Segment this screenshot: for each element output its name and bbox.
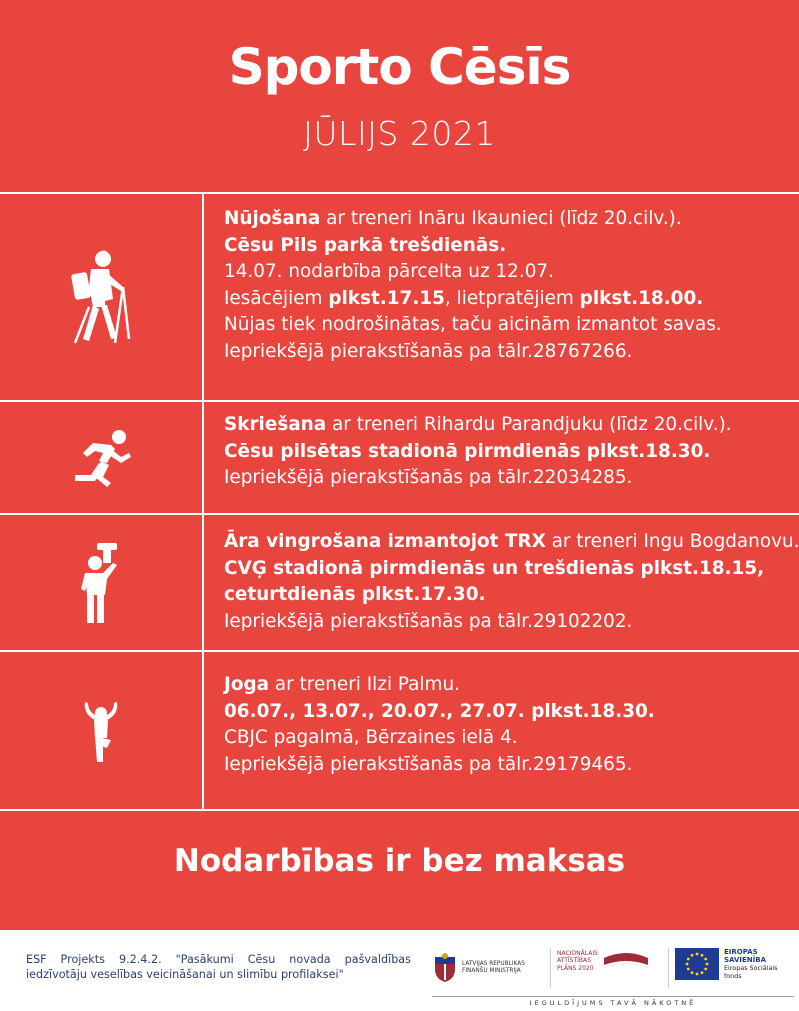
activity-line: [224, 412, 794, 439]
divider: [432, 996, 794, 997]
activity-trainer: ar treneri Rihardu Parandjuku (līdz 20.cilv.).: [326, 414, 732, 435]
activity-registration: Iepriekšējā pierakstīšanās pa tālr.29179465.: [224, 753, 633, 775]
activity-line: [224, 672, 794, 699]
activity-location: Cēsu pilsētas stadionā pirmdienās plkst.18.30.: [224, 440, 711, 462]
activity-location: CBJC pagalmā, Bērzaines ielā 4.: [224, 727, 518, 748]
ministry-logo: [432, 948, 542, 988]
time-experts: plkst.18.00.: [579, 287, 704, 309]
activity-schedule: ceturtdienās plkst.17.30.: [224, 584, 486, 605]
activity-registration: Iepriekšējā pierakstīšanās pa tālr.22034285.: [224, 467, 633, 488]
activity-line: [224, 529, 799, 556]
eu-flag-icon: [675, 948, 719, 980]
free-of-charge-banner: Nodarbības ir bez maksas: [173, 843, 626, 879]
eu-line2: Eiropas Sociālais: [724, 964, 778, 972]
activity-name: Skriešana: [224, 414, 327, 435]
trx-training-icon: [0, 515, 202, 650]
activity-registration: Iepriekšējā pierakstīšanās pa tālr.28767266.: [224, 340, 633, 362]
activity-line: [224, 206, 794, 233]
latvia-flag-icon: [602, 948, 650, 974]
activity-location: Cēsu Pils parkā trešdienās.: [224, 234, 507, 256]
activity-nordic-walking: [0, 194, 799, 400]
ministry-line2: FINANŠU MINISTRIJA: [462, 968, 521, 974]
coat-of-arms-icon: [432, 953, 458, 983]
activity-location: CVĢ stadionā pirmdienās un trešdienās plkst.18.15,: [224, 557, 765, 579]
sponsor-footer: [0, 930, 799, 1011]
nap-line2: ATTĪSTĪBAS: [557, 957, 591, 965]
activity-times: [224, 286, 794, 313]
nap-line1: NACIONĀLAIS: [557, 949, 598, 957]
running-icon: [0, 402, 202, 513]
activity-text: [224, 672, 794, 778]
times-label-beginners: Iesācējiem: [224, 287, 329, 309]
activity-yoga: [0, 652, 799, 809]
activity-text: [224, 412, 794, 492]
activity-name: Āra vingrošana izmantojot TRX: [224, 531, 546, 552]
investment-slogan: IEGULDĪJUMS TAVĀ NĀKOTNĒ: [529, 999, 697, 1007]
activity-note: Nūjas tiek nodrošinātas, taču aicinām izmantot savas.: [224, 314, 722, 335]
time-beginners: plkst.17.15: [328, 287, 445, 309]
nap-logo: [550, 948, 660, 988]
activity-trx: [0, 515, 799, 650]
activity-trainer: ar treneri Ināru Ikaunieci (līdz 20.cilv.).: [320, 208, 682, 229]
activity-name: Nūjošana: [224, 208, 321, 229]
times-label-experts: , lietpratējiem: [444, 287, 580, 309]
eu-logo: [668, 948, 796, 988]
activity-trainer: ar treneri Ingu Bogdanovu.: [545, 531, 799, 552]
eu-line1: EIROPAS SAVIENĪBA: [724, 948, 767, 964]
activity-name: Joga: [224, 674, 270, 695]
eu-line3: fonds: [724, 972, 742, 980]
activity-text: [224, 206, 794, 365]
yoga-icon: [0, 652, 202, 809]
ministry-line1: LATVIJAS REPUBLIKAS: [462, 961, 525, 967]
activity-trainer: ar treneri Ilzi Palmu.: [269, 674, 460, 695]
page-subtitle: JŪLIJS 2021: [303, 114, 496, 153]
activity-text: [224, 529, 799, 635]
activity-registration: Iepriekšējā pierakstīšanās pa tālr.29102202.: [224, 610, 633, 632]
divider: [0, 809, 799, 811]
page-title: Sporto Cēsīs: [228, 38, 571, 96]
nap-line3: PLĀNS 2020: [557, 964, 594, 972]
esf-project-text: ESF Projekts 9.2.4.2. "Pasākumi Cēsu novada pašvaldības iedzīvotāju veselības veicināšanai un slimību profilaksei": [26, 953, 411, 981]
activity-note: 14.07. nodarbība pārcelta uz 12.07.: [224, 261, 554, 282]
nordic-walking-icon: [0, 194, 202, 400]
activity-running: [0, 402, 799, 513]
activity-schedule: 06.07., 13.07., 20.07., 27.07. plkst.18.30.: [224, 700, 655, 722]
